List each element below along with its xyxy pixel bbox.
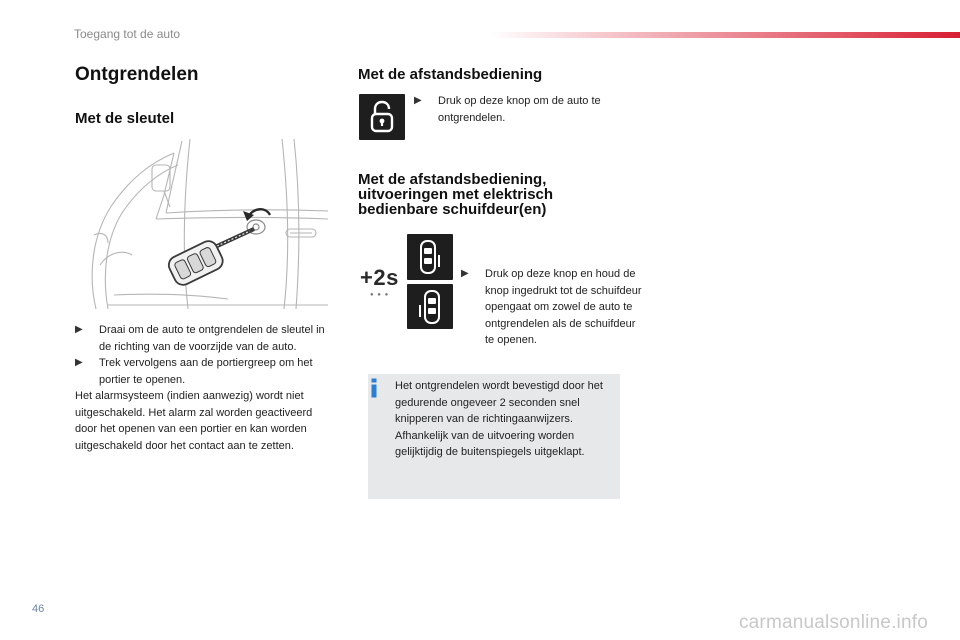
bullet-marker-icon: ▶ bbox=[75, 324, 83, 335]
remote-section-title: Met de afstandsbediening bbox=[358, 66, 543, 83]
bullet-text: Trek vervolgens aan de portiergreep om het portier te openen. bbox=[99, 357, 313, 386]
header-accent-bar bbox=[490, 32, 960, 38]
sliding-door-section-title bbox=[358, 172, 618, 217]
bullet-text: Druk op deze knop om de auto te ontgrendelen. bbox=[438, 95, 601, 124]
sliding-door-instruction bbox=[461, 266, 647, 349]
section-header: Toegang tot de auto bbox=[74, 27, 181, 41]
bullet-item bbox=[75, 322, 327, 355]
key-instructions bbox=[75, 322, 327, 454]
remote-instruction bbox=[414, 93, 648, 126]
info-text: Het ontgrendelen wordt bevestigd door het gedurende ongeveer 2 seconden snel knipperen van de richtingaanwijzers. Afhankelijk van de uitvoering worden gelijktijdig de buitenspiegels uitgeklapt. bbox=[395, 380, 603, 458]
bullet-marker-icon: ▶ bbox=[75, 357, 83, 368]
watermark: carmanualsonline.info bbox=[738, 612, 928, 633]
info-i-glyph bbox=[369, 378, 379, 398]
key-in-door-lock-illustration bbox=[78, 135, 336, 313]
bullet-text: Druk op deze knop en houd de knop ingedrukt tot de schuifdeur opengaat om zowel de auto te ontgrendelen als de schuifdeur te openen. bbox=[485, 268, 642, 346]
key-in-door-lock-drawing bbox=[78, 135, 336, 313]
hold-dots-icon: ● ● ● bbox=[370, 292, 390, 298]
hold-duration-label: +2s bbox=[360, 265, 399, 290]
sliding-door-button-icon-box bbox=[407, 284, 453, 329]
page-number: 46 bbox=[32, 603, 45, 615]
page-title: Ontgrendelen bbox=[75, 64, 199, 85]
info-icon bbox=[369, 378, 379, 398]
title-line: Met de afstandsbediening, bbox=[358, 171, 547, 188]
alarm-paragraph: Het alarmsysteem (indien aanwezig) wordt niet uitgeschakeld. Het alarm zal worden geactiveerd door het openen van een portier en kan worden uitgeschakeld door het contact aan te zetten. bbox=[75, 390, 313, 452]
sliding-door-button-icon-box bbox=[407, 234, 453, 280]
unlock-button-icon-box bbox=[359, 94, 405, 140]
bullet-text: Draai om de auto te ontgrendelen de sleutel in de richting van de voorzijde van de auto. bbox=[99, 324, 325, 353]
bullet-marker-icon: ▶ bbox=[414, 95, 422, 106]
key-section-title: Met de sleutel bbox=[75, 110, 175, 127]
bullet-marker-icon: ▶ bbox=[461, 268, 469, 279]
title-line: bedienbare schuifdeur(en) bbox=[358, 201, 547, 218]
sliding-door-right-icon bbox=[415, 289, 445, 325]
sliding-door-left-icon bbox=[415, 239, 445, 275]
unlock-padlock-icon bbox=[367, 100, 397, 134]
title-line: uitvoeringen met elektrisch bbox=[358, 186, 554, 203]
bullet-item bbox=[75, 355, 327, 388]
